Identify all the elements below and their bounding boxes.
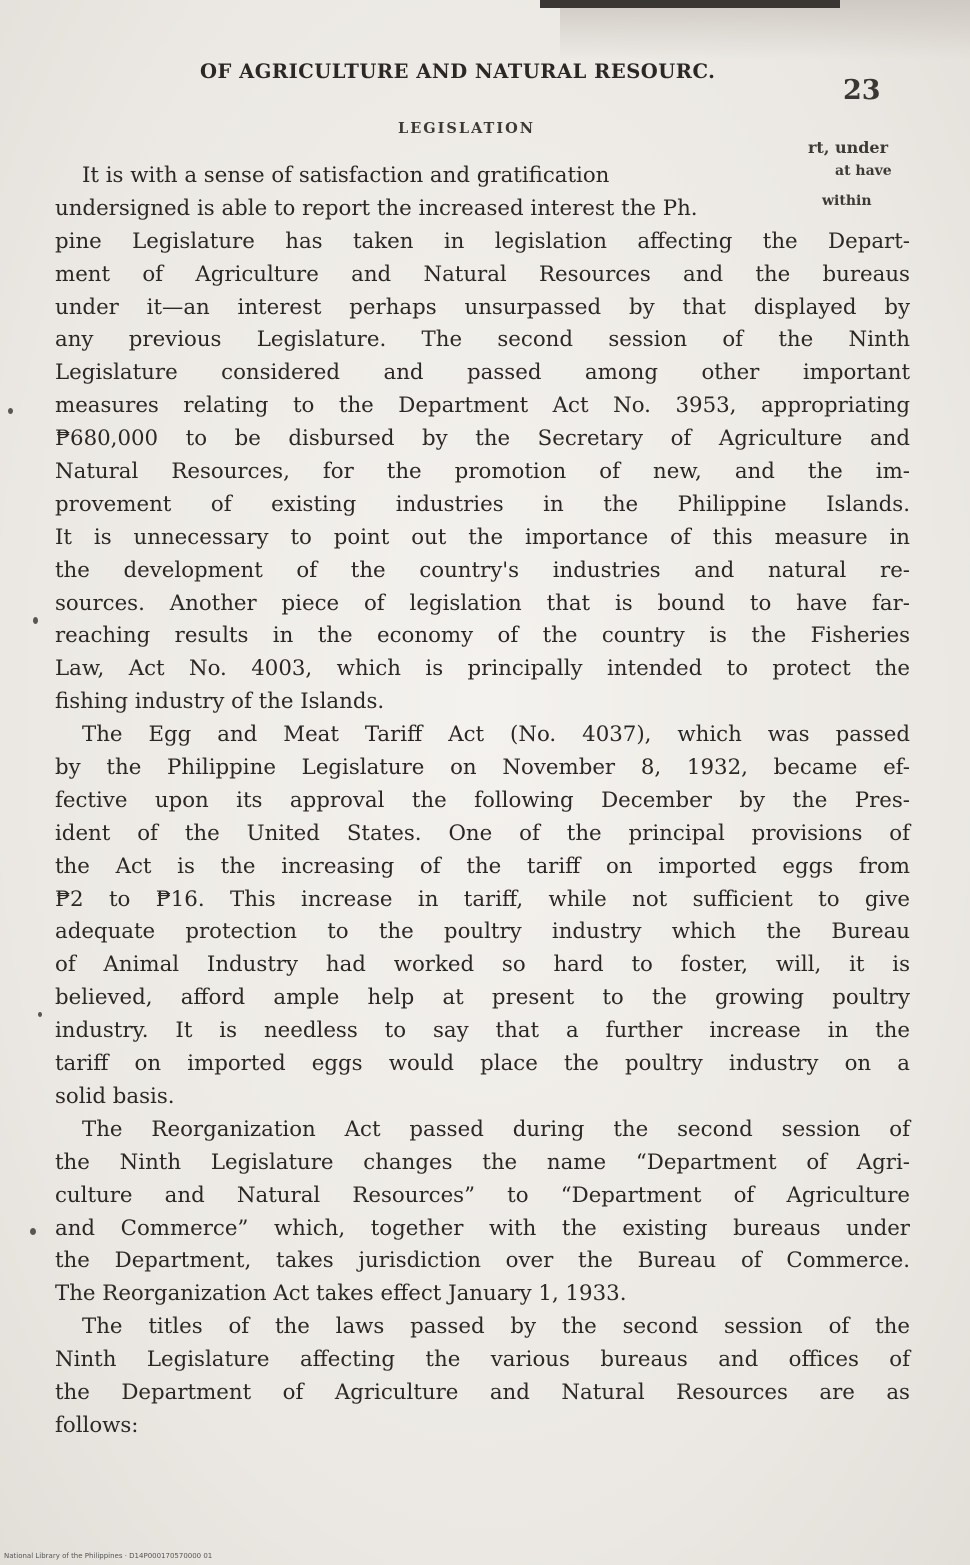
text-line: the Ninth Legislature changes the name “Department of Agri- <box>55 1149 910 1175</box>
text-line: undersigned is able to report the increased interest the Ph. <box>55 195 698 221</box>
text-line: culture and Natural Resources” to “Department of Agriculture <box>55 1182 910 1208</box>
text-line: believed, afford ample help at present to the growing poultry <box>55 985 910 1011</box>
margin-fragment: rt, under <box>808 138 889 157</box>
margin-fragment: within <box>822 193 872 209</box>
text-line: measures relating to the Department Act No. 3953, appropriating <box>55 393 910 419</box>
text-line: the Department of Agriculture and Natural Resources are as <box>55 1379 910 1405</box>
text-line: tariff on imported eggs would place the poultry industry on a <box>55 1051 910 1077</box>
text-line: pine Legislature has taken in legislation affecting the Depart- <box>55 228 910 254</box>
text-line: ment of Agriculture and Natural Resources and the bureaus <box>55 261 910 287</box>
text-line: It is unnecessary to point out the importance of this measure in <box>55 524 910 550</box>
scan-speck <box>33 617 38 624</box>
body-text <box>55 160 910 1443</box>
text-line: solid basis. <box>55 1083 175 1109</box>
text-line: and Commerce” which, together with the existing bureaus under <box>55 1215 910 1241</box>
text-line: of Animal Industry had worked so hard to foster, will, it is <box>55 952 910 978</box>
scan-shadow <box>560 0 970 60</box>
text-line: ₱680,000 to be disbursed by the Secretary of Agriculture and <box>55 426 910 452</box>
text-line: Legislature considered and passed among other important <box>55 360 910 386</box>
text-line: follows: <box>55 1412 139 1438</box>
text-line: It is with a sense of satisfaction and gratification <box>82 163 610 188</box>
scan-speck <box>30 1228 36 1235</box>
text-line: sources. Another piece of legislation that is bound to have far- <box>55 590 910 616</box>
text-line: the Act is the increasing of the tariff on imported eggs from <box>55 853 910 879</box>
text-line: the Department, takes jurisdiction over the Bureau of Commerce. <box>55 1248 910 1274</box>
text-line: The Reorganization Act takes effect January 1, 1933. <box>55 1281 627 1307</box>
scan-speck <box>8 408 13 414</box>
text-line: fective upon its approval the following December by the Pres- <box>55 787 910 813</box>
text-line: reaching results in the economy of the country is the Fisheries <box>55 623 910 649</box>
scan-speck <box>38 1012 42 1017</box>
text-line: adequate protection to the poultry industry which the Bureau <box>55 919 910 945</box>
text-line: any previous Legislature. The second session of the Ninth <box>55 327 910 353</box>
text-line: under it—an interest perhaps unsurpassed by that displayed by <box>55 294 910 320</box>
text-line: Law, Act No. 4003, which is principally intended to protect the <box>55 656 910 682</box>
page-edge-shadow <box>540 0 840 8</box>
text-line: Natural Resources, for the promotion of new, and the im- <box>55 459 910 485</box>
text-line: fishing industry of the Islands. <box>55 689 385 715</box>
text-line: by the Philippine Legislature on November 8, 1932, became ef- <box>55 755 910 781</box>
text-line: provement of existing industries in the Philippine Islands. <box>55 491 910 517</box>
text-line: The Egg and Meat Tariff Act (No. 4037), which was passed <box>82 722 910 748</box>
text-line: the development of the country's industries and natural re- <box>55 557 910 583</box>
page-number: 23 <box>843 75 881 106</box>
text-line: Ninth Legislature affecting the various bureaus and offices of <box>55 1347 910 1373</box>
text-line: The Reorganization Act passed during the second session of <box>82 1116 910 1142</box>
running-head: OF AGRICULTURE AND NATURAL RESOURC. <box>200 60 716 83</box>
text-line: industry. It is needless to say that a further increase in the <box>55 1018 910 1044</box>
library-footer-note: National Library of the Philippines · D14P000170570000 01 <box>4 1552 213 1560</box>
text-line: ₱2 to ₱16. This increase in tariff, while not sufficient to give <box>55 886 910 912</box>
margin-fragment: at have <box>835 163 892 179</box>
text-line: ident of the United States. One of the principal provisions of <box>55 820 910 846</box>
section-heading: LEGISLATION <box>398 120 535 137</box>
text-line: The titles of the laws passed by the second session of the <box>82 1314 910 1340</box>
